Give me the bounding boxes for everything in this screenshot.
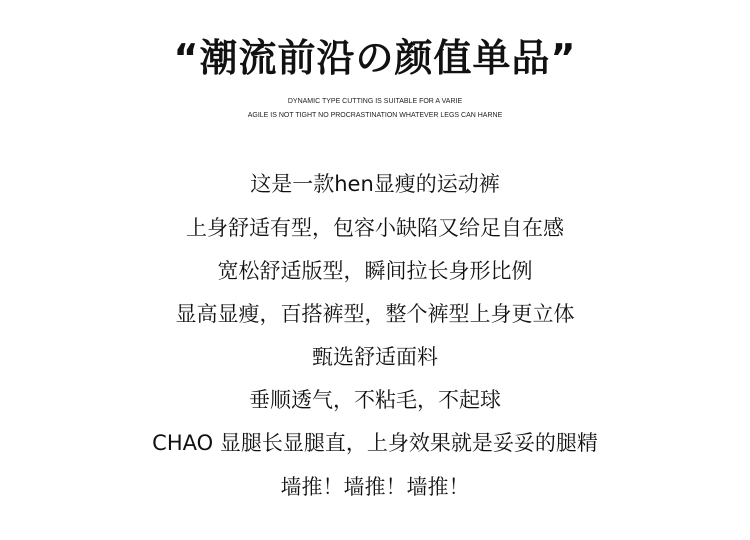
subtitle-line-2: AGILE IS NOT TIGHT NO PROCRASTINATION WHATEVER LEGS CAN HARNE <box>247 112 503 119</box>
description-line-4: 显高显瘦，百搭裤型，整个裤型上身更立体 <box>175 302 575 326</box>
headline-title: “潮流前沿の颜值单品” <box>173 36 577 80</box>
description-line-6: 垂顺透气，不粘毛，不起球 <box>249 388 501 412</box>
description-line-7: CHAO 显腿长显腿直，上身效果就是妥妥的腿精 <box>152 431 598 455</box>
subtitle-line-1: DYNAMIC TYPE CUTTING IS SUITABLE FOR A VARIE <box>287 98 463 105</box>
description-line-1: 这是一款hen显瘦的运动裤 <box>250 172 500 196</box>
description-line-3: 宽松舒适版型，瞬间拉长身形比例 <box>217 259 533 283</box>
description-line-2: 上身舒适有型，包容小缺陷又给足自在感 <box>186 216 564 240</box>
description-line-8: 墙推！墙推！墙推！ <box>280 475 470 499</box>
description-line-5: 甄选舒适面料 <box>312 345 438 369</box>
